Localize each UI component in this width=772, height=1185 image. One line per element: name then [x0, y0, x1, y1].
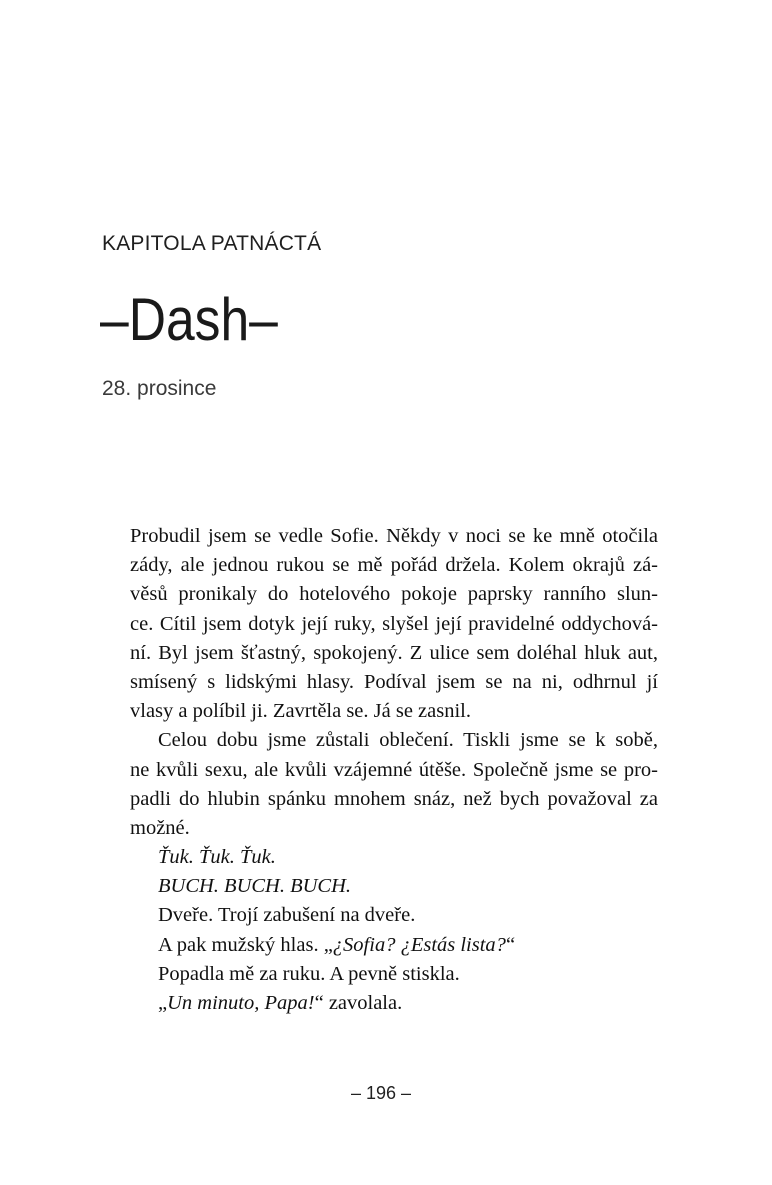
chapter-title: –Dash–	[100, 286, 278, 353]
paragraph-line: věsů pronikaly do hotelového pokoje paprsky ranního slun-	[130, 583, 658, 606]
call-speech: Un minuto, Papa!	[167, 992, 315, 1014]
paragraph-line: vlasy a políbil ji. Zavrtěla se. Já se zasnil.	[130, 700, 472, 723]
paragraph-line: Popadla mě za ruku. A pevně stiskla.	[158, 962, 460, 985]
page-number: – 196 –	[350, 1083, 412, 1103]
paragraph-line: ne kvůli sexu, ale kvůli vzájemné útěše. Společně jsme se pro-	[130, 758, 658, 781]
chapter-label: KAPITOLA PATNÁCTÁ	[102, 232, 322, 255]
voice-line	[130, 931, 658, 960]
voice-speech: ¿Sofia? ¿Estás lista?	[332, 933, 506, 956]
paragraph-line: padli do hlubin spánku mnohem snáz, než bych považoval za	[130, 787, 658, 810]
paragraph-line: Celou dobu jsme zůstali oblečení. Tiskli jsme se k sobě,	[158, 729, 658, 752]
call-quote-open: „	[158, 992, 168, 1014]
paragraph-line: ce. Cítil jsem dotyk její ruky, slyšel její pravidelné oddychová-	[130, 612, 658, 635]
call-tail: “ zavolala.	[314, 992, 403, 1014]
voice-quote-close: “	[505, 933, 516, 956]
paragraph-line: zády, ale jednou rukou se mě pořád držela. Kolem okrajů zá-	[130, 554, 658, 577]
knock-line	[130, 843, 658, 872]
paragraph-line: smísený s lidskými hlasy. Podíval jsem se na ni, odhrnul jí	[130, 670, 658, 693]
bang-line	[130, 872, 658, 901]
paragraph-line: možné.	[130, 816, 190, 839]
voice-lead: A pak mužský hlas. „	[158, 933, 333, 956]
chapter-date: 28. prosince	[102, 377, 217, 400]
call-line	[130, 989, 658, 1018]
body-text	[130, 522, 658, 1018]
paragraph-line: Dveře. Trojí zabušení na dveře.	[158, 904, 416, 927]
bang-text: BUCH. BUCH. BUCH.	[158, 875, 352, 898]
knock-text: Ťuk. Ťuk. Ťuk.	[158, 846, 276, 869]
paragraph-line: ní. Byl jsem šťastný, spokojený. Z ulice sem doléhal hluk aut,	[130, 641, 658, 664]
paragraph-line: Probudil jsem se vedle Sofie. Někdy v noci se ke mně otočila	[130, 525, 658, 547]
